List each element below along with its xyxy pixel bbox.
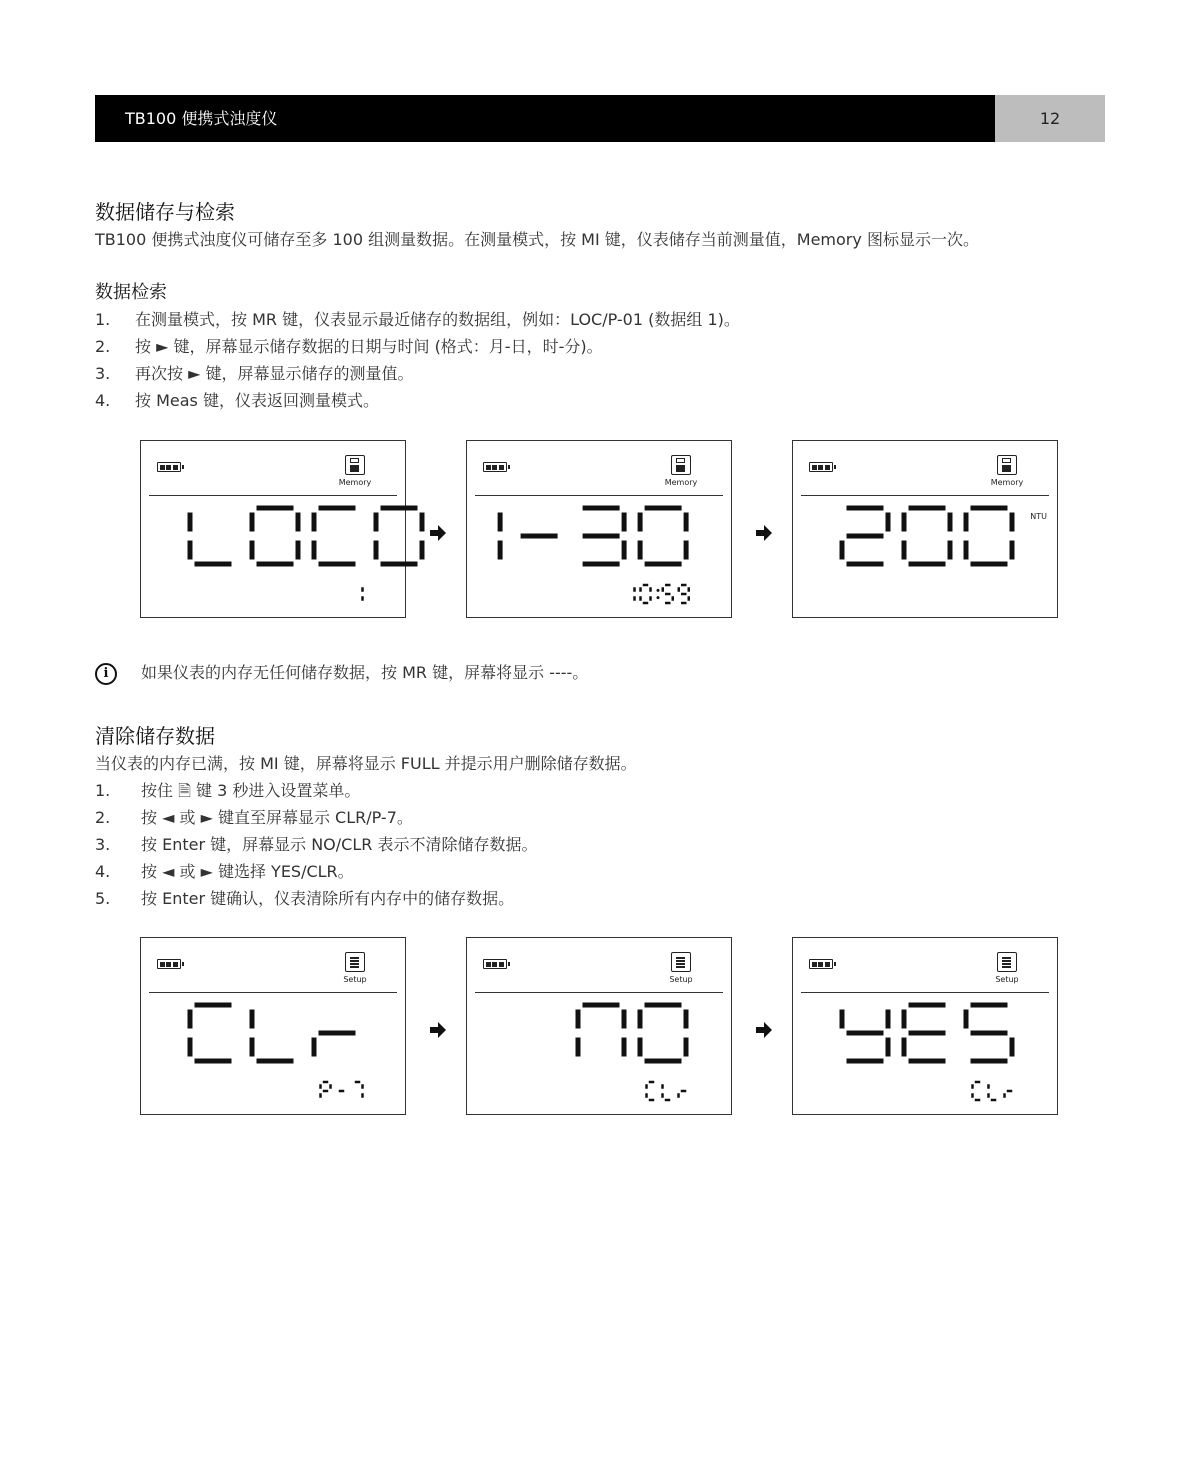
- clear-step: 5. 按 Enter 键确认，仪表清除所有内存中的储存数据。: [95, 889, 515, 908]
- lcd-digit: [190, 1005, 232, 1061]
- lcd-digit: [647, 1082, 655, 1100]
- retrieve-step: 2. 按 ► 键，屏幕显示储存数据的日期与时间 (格式：月-日，时-分)。: [95, 337, 603, 356]
- lcd-main-readout: [371, 499, 691, 573]
- lcd-digit: [252, 508, 298, 564]
- icon-label: Setup: [669, 975, 693, 984]
- icon-label: Setup: [343, 975, 367, 984]
- lcd-digit: [966, 1005, 1012, 1061]
- retrieve-step: 4. 按 Meas 键，仪表返回测量模式。: [95, 391, 379, 410]
- section-title-clear: 清除储存数据: [95, 724, 215, 748]
- lcd-digit: [656, 589, 659, 599]
- arrow-right-icon: [755, 524, 773, 542]
- floppy-disk-icon: [997, 455, 1017, 475]
- setup-icon: [997, 952, 1017, 972]
- lcd-main-readout: [185, 499, 365, 573]
- arrow-right-icon: [755, 1021, 773, 1039]
- floppy-disk-icon: [345, 455, 365, 475]
- lcd-digit: [314, 1033, 356, 1057]
- battery-icon: [809, 959, 833, 969]
- lcd-digit: [663, 1084, 671, 1100]
- lcd-digit: [252, 1010, 294, 1062]
- lcd-display-no: [466, 937, 732, 1115]
- battery-icon: [809, 462, 833, 472]
- lcd-display-datetime: [466, 440, 732, 618]
- battery-icon: [483, 462, 507, 472]
- clear-step: 4. 按 ◄ 或 ► 键选择 YES/CLR。: [95, 862, 354, 881]
- lcd-sub-readout: [318, 1074, 365, 1108]
- lcd-display-clr: [140, 937, 406, 1115]
- setup-icon: [345, 952, 365, 972]
- lcd-digit: [355, 1082, 363, 1098]
- clear-intro: 当仪表的内存已满，按 MI 键，屏幕将显示 FULL 并提示用户删除储存数据。: [95, 754, 637, 773]
- icon-label: Memory: [664, 478, 698, 487]
- lcd-main-readout: [837, 499, 1017, 573]
- lcd-digit: [663, 585, 673, 603]
- section-title-retrieve: 数据检索: [95, 282, 167, 303]
- battery-icon: [483, 959, 507, 969]
- lcd-digit: [966, 508, 1012, 564]
- note-text: 如果仪表的内存无任何储存数据，按 MR 键，屏幕将显示 ----。: [141, 663, 589, 682]
- lcd-sub-readout: [644, 1074, 691, 1108]
- lcd-digit: [679, 1091, 687, 1098]
- lcd-digit: [640, 1005, 686, 1061]
- clear-step: 3. 按 Enter 键，屏幕显示 NO/CLR 表示不清除储存数据。: [95, 835, 538, 854]
- retrieve-step: 3. 再次按 ► 键，屏幕显示储存的测量值。: [95, 364, 414, 383]
- retrieve-step: 1. 在测量模式，按 MR 键，仪表显示最近储存的数据组，例如：LOC/P-01 (数据组 1)。: [95, 310, 740, 329]
- lcd-digit: [679, 585, 689, 603]
- lcd-digit: [321, 1082, 331, 1098]
- clear-step: 2. 按 ◄ 或 ► 键直至屏幕显示 CLR/P-7。: [95, 808, 413, 827]
- clear-step: 1. 按住 🗎 键 3 秒进入设置菜单。: [95, 781, 361, 800]
- lcd-sub-readout: [622, 577, 691, 611]
- info-icon: i: [95, 663, 117, 685]
- lcd-digit: [904, 508, 950, 564]
- setup-icon: [671, 952, 691, 972]
- arrow-right-icon: [429, 1021, 447, 1039]
- section-title-storage: 数据储存与检索: [95, 200, 235, 224]
- lcd-display-loc: [140, 440, 406, 618]
- icon-label: Setup: [995, 975, 1019, 984]
- lcd-display-yes: [792, 937, 1058, 1115]
- lcd-display-value: [792, 440, 1058, 618]
- lcd-sub-readout: [350, 577, 365, 611]
- lcd-digit: [640, 585, 650, 603]
- icon-label: Memory: [990, 478, 1024, 487]
- header-title: TB100 便携式浊度仪: [95, 95, 995, 142]
- floppy-disk-icon: [671, 455, 691, 475]
- lcd-digit: [989, 1084, 997, 1100]
- lcd-digit: [190, 513, 232, 565]
- lcd-digit: [842, 1010, 888, 1062]
- lcd-digit: [842, 508, 888, 564]
- lcd-digit: [904, 1005, 946, 1061]
- info-note: [95, 660, 588, 685]
- lcd-digit: [640, 508, 686, 564]
- lcd-digit: [314, 508, 356, 564]
- battery-icon: [157, 959, 181, 969]
- lcd-sub-readout: [970, 1074, 1017, 1108]
- storage-description: TB100 便携式浊度仪可储存至多 100 组测量数据。在测量模式，按 MI 键，仪表储存当前测量值，Memory 图标显示一次。: [95, 230, 979, 249]
- lcd-main-readout: [573, 996, 691, 1070]
- lcd-digit: [583, 508, 624, 564]
- battery-icon: [157, 462, 181, 472]
- lcd-digit: [578, 1005, 624, 1057]
- page-number: 12: [995, 95, 1105, 142]
- lcd-digit: [1005, 1091, 1013, 1098]
- icon-label: Memory: [338, 478, 372, 487]
- lcd-digit: [376, 508, 422, 564]
- lcd-main-readout: [837, 996, 1017, 1070]
- lcd-main-readout: [185, 996, 365, 1070]
- lcd-digit: [973, 1082, 981, 1100]
- page-header: [95, 95, 1105, 142]
- unit-label: NTU: [1030, 512, 1047, 521]
